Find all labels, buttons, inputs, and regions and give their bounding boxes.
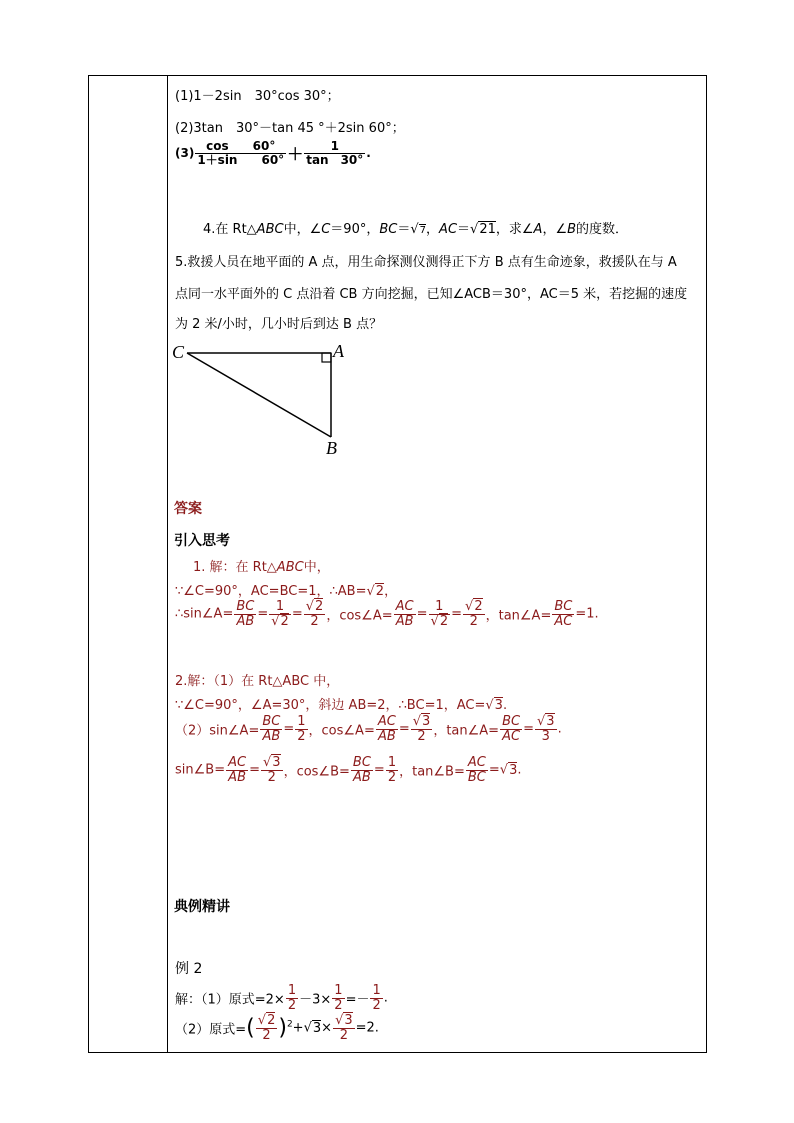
denominator: AB [353,769,371,785]
fraction-sqrt3-3 [535,715,557,743]
ex-text: 解：（1）原式=2× [175,992,285,1008]
numerator: 1 [287,983,297,998]
triangle-figure [170,338,350,463]
q4-text: ＝ [457,222,471,237]
fraction-bc-ab [351,756,373,784]
example-2-line-1: 解：（1）原式=2× $\frac{1}{2}$ －3× $\frac{1}{2}$ =－ $\frac{1}{2}$ . [175,983,388,1013]
numerator: √2 [257,1013,276,1028]
fraction-sqrt2-2 [463,600,485,628]
q4-text: ＝ [397,222,411,237]
section-intro-thinking: 引入思考 [174,533,230,549]
q4-abc: ABC [256,222,284,237]
fraction-ac-ab [226,756,248,784]
numerator: BC [554,599,573,614]
a1-tan-label: ，tan∠A= [485,608,552,624]
denominator: 2 [469,613,478,629]
denominator: AB [236,613,255,629]
fraction-1-sqrt2 [269,600,291,628]
sqrt-21: 21 [479,222,496,237]
question-5-line-3: 为 2 米/小时，几小时后到达 B 点？ [175,317,383,332]
denominator: AB [377,728,396,744]
table-top-border [88,75,707,76]
section-example-explained: 典例精讲 [174,899,230,915]
left-paren: ( [246,1015,255,1041]
sqrt-3: 3 [546,714,555,729]
fraction-bc-ab [260,715,282,743]
sqrt3-result: √3. [499,762,522,778]
answer-1-line-3: ∴sin∠A= $\frac{BC}{AB}$ = $\frac{1}{√2}$ = $\frac{√2}{2}$ ，cos∠A= $\frac{AC}{AB}$ = $\frac{1}{√2}$ = $\frac{√2}{2}$ ，tan∠A= $\frac{BC}{AC}$ =1. [175,599,599,629]
denominator: 2 [297,728,306,744]
a2-text: . [502,698,508,713]
a1-sin-label: ∴sin∠A= [175,606,234,622]
sqrt-3: 3 [494,698,503,713]
numerator: BC [502,714,521,729]
q4-bc: BC [379,222,398,237]
sqrt-7: 7 [419,225,427,236]
answer-2-line-2: ∵∠C=90°，∠A=30°，斜边 AB=2，∴BC=1，AC=√3. [175,698,508,713]
fraction-denominator: 1＋sin 60° [197,152,285,167]
a1-text: ∵∠C=90°，AC=BC=1，∴AB= [175,584,367,599]
fraction-sqrt3-2 [333,1014,355,1042]
denominator: AB [395,613,414,629]
q4-text: ，求∠ [495,222,534,237]
numerator: √2 [305,599,324,614]
question-3-part-1: (1)1－2sin 30°cos 30°； [175,89,340,104]
a1-text: 中， [303,560,330,575]
denominator: AC [502,728,521,744]
sqrt-2: 2 [375,584,385,599]
fraction-1-2 [386,756,398,784]
numerator: √2 [465,599,483,614]
numerator: 1 [387,755,397,770]
numerator: 1 [334,983,343,998]
sqrt-3: 3 [422,714,431,729]
sqrt-2: 2 [280,613,289,629]
right-paren: ) [278,1015,287,1041]
q4-text: 4.在 Rt△ [203,222,257,237]
a1-text: ， [384,584,398,599]
denominator: 2 [310,613,319,629]
sqrt-3: 3 [312,1020,322,1036]
q4-b: B [567,222,577,237]
fraction-numerator: cos 60° [195,140,286,154]
fraction-cos60 [195,140,286,166]
fraction-numerator: 1 [304,140,365,154]
sqrt-2: 2 [315,599,324,614]
denominator: AB [262,728,281,744]
fraction-ac-ab [394,600,416,628]
a1-text: =1. [575,606,599,622]
fraction-bc-ab [234,600,256,628]
a1-abc: ABC [276,560,304,575]
denominator: 2 [262,1027,271,1043]
fraction-1-2 [286,984,298,1012]
ex-text: （2）原式= [175,1022,247,1038]
plus-sign: ＋ [287,144,304,164]
fraction-bc-ac [500,715,522,743]
numerator: BC [262,714,281,729]
q4-text: 中，∠ [283,222,322,237]
denominator: 2 [387,769,397,785]
numerator: 1 [297,714,306,729]
sqrt3-term: √3 [303,1020,322,1036]
side-cb [187,353,331,437]
numerator: 1 [269,600,291,615]
denominator: √2 [430,613,449,629]
denominator: 2 [339,1027,348,1043]
q4-a: A [533,222,543,237]
numerator: AC [466,756,488,771]
answer-2-line-4: sin∠B= $\frac{AC}{AB}$ = $\frac{√3}{2}$ ，cos∠B= $\frac{BC}{AB}$ = $\frac{1}{2}$ ，tan∠B= $\frac{AC}{BC}$ =√3. [175,755,522,785]
fraction-ac-bc [466,756,488,784]
denominator: √2 [271,613,289,629]
sqrt-3: 3 [272,755,281,770]
sqrt-2: 2 [267,1013,276,1028]
numerator: √3 [335,1013,353,1028]
fraction-1-sqrt2 [429,600,451,628]
a2-sinb-label: sin∠B= [175,762,226,778]
answers-heading: 答案 [174,501,202,517]
numerator: BC [352,755,371,770]
sqrt-2: 2 [474,599,483,614]
denominator: BC [467,769,486,785]
table-right-border [706,75,707,1053]
numerator: √3 [536,714,555,729]
right-angle-marker [322,353,331,362]
denominator: 2 [287,997,297,1013]
a2-tanb-label: ，tan∠B= [399,764,465,780]
denominator: 2 [334,997,343,1013]
table-bottom-border [88,1052,707,1053]
a1-text: 1. 解：在 Rt△ [193,560,277,575]
fraction-sqrt3-2 [411,715,433,743]
denominator: AC [554,613,573,629]
a2-text: = [488,762,500,778]
a2-text: . [557,721,562,737]
answer-2-line-3: （2）sin∠A= $\frac{BC}{AB}$ = $\frac{1}{2}$ ，cos∠A= $\frac{AC}{AB}$ = $\frac{√3}{2}$ ，tan∠A= $\frac{BC}{AC}$ = $\frac{√3}{3}$ . [175,714,562,744]
sqrt-2: 2 [439,613,449,629]
denominator: AB [228,769,246,785]
denominator: 2 [372,997,381,1013]
numerator: AC [395,599,414,614]
ex-text: =－ [345,992,370,1008]
fraction-1-2 [370,984,382,1012]
fraction-sqrt3-2 [261,756,283,784]
fraction-ac-ab [376,715,398,743]
ex-text: －3× [299,992,332,1008]
answer-1-line-2: ∵∠C=90°，AC=BC=1，∴AB=√2， [175,584,398,599]
sqrt-3: 3 [344,1013,353,1028]
example-2-title: 例 2 [175,961,203,977]
q4-c: C [321,222,331,237]
denominator: 3 [541,728,550,744]
q3-3-prefix: (3) [175,146,195,161]
question-3-part-2: (2)3tan 30°－tan 45 °＋2sin 60°； [175,121,405,136]
q4-ac: AC [439,222,458,237]
a2-cos-label: ，cos∠A= [308,723,375,739]
fraction-bc-ac [552,600,574,628]
denominator: 2 [267,769,276,785]
fraction-1-2 [295,715,307,743]
q4-text: ，∠ [542,222,568,237]
fraction-sqrt2-2 [304,600,326,628]
denominator: 2 [417,728,426,744]
fraction-sqrt2-2 [256,1014,278,1042]
numerator: √3 [262,755,281,770]
fraction-1-2 [332,984,344,1012]
question-4: 4.在 Rt△ABC中，∠C＝90°，BC＝√7，AC＝√21，求∠A，∠B的度数． [203,222,629,237]
a1-cos-label: ，cos∠A= [326,608,393,624]
numerator: 1 [429,600,451,615]
q4-text: ， [426,222,440,237]
fraction-1-over-tan30 [304,140,365,166]
numerator: BC [236,599,255,614]
label-a: A [333,341,344,361]
a2-sin-label: （2）sin∠A= [175,723,260,739]
table-left-border [88,75,89,1053]
numerator: AC [228,755,247,770]
a2-tan-label: ，tan∠A= [433,723,500,739]
fraction-denominator: tan 30° [306,152,364,167]
question-5-line-2: 点同一水平面外的 C 点沿着 CB 方向挖掘，已知∠ACB＝30°，AC＝5 米，若挖掘的速度 [175,287,688,302]
numerator: 1 [372,983,381,998]
sqrt-3: 3 [509,762,518,778]
q4-text: ＝90°， [330,222,380,237]
a2-text: ∵∠C=90°，∠A=30°，斜边 AB=2，∴BC=1，AC= [175,698,486,713]
question-3-part-3 [175,140,371,166]
label-b: B [326,438,337,458]
answer-2-line-1: 2.解：（1）在 Rt△ABC 中， [175,674,340,689]
q4-text: 的度数． [576,222,629,237]
numerator: AC [377,714,396,729]
ex-text: + [292,1020,304,1036]
label-c: C [172,342,185,362]
example-2-line-2 [175,1014,379,1042]
a2-cosb-label: ，cos∠B= [283,764,350,780]
numerator: √3 [412,714,431,729]
exponent: 2 [286,1019,293,1030]
period: . [366,146,371,161]
table-column-divider [167,75,168,1053]
answer-1-line-1 [193,556,330,575]
question-5-line-1: 5.救援人员在地平面的 A 点，用生命探测仪测得正下方 B 点有生命迹象，救援队在与 A [175,255,677,270]
ex-text: =2. [355,1020,379,1036]
ex-text: × [321,1020,333,1036]
